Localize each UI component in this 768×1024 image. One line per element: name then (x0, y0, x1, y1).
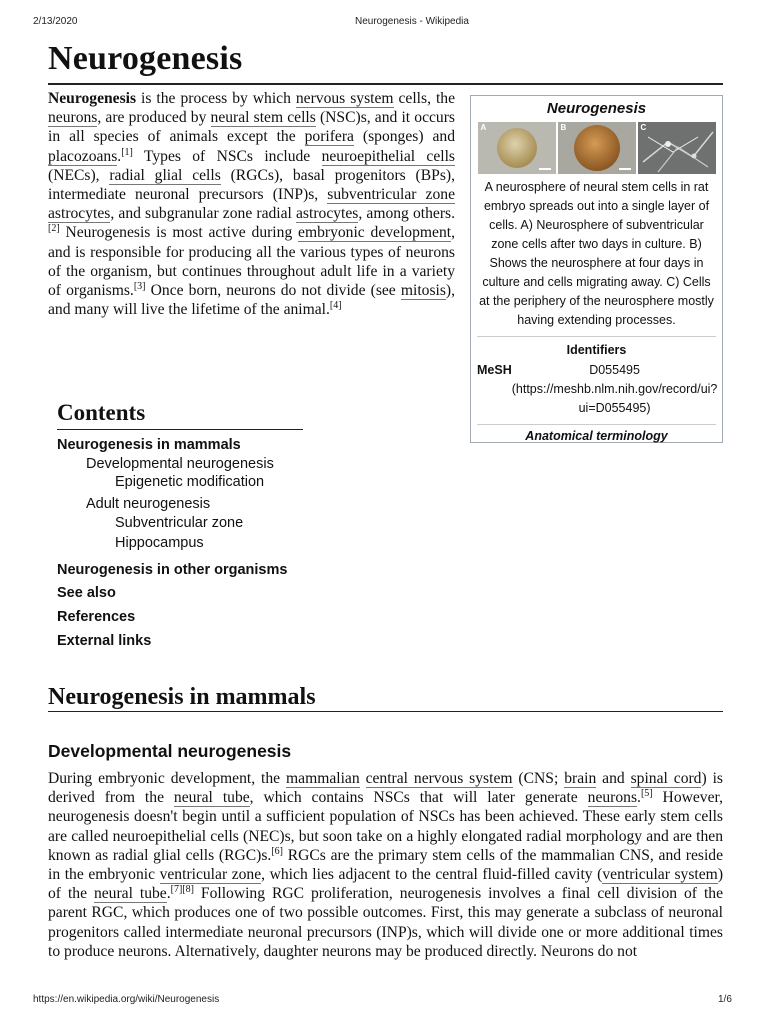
section-rule (48, 711, 723, 712)
ref-6[interactable]: [6] (271, 845, 283, 857)
anatomical-terminology-link[interactable]: Anatomical terminology (477, 424, 716, 447)
subsection-heading-developmental: Developmental neurogenesis (48, 741, 292, 761)
image-label-a: A (480, 123, 487, 132)
link-ventricular-system[interactable]: ventricular system (602, 866, 718, 884)
neurosphere-b-shape (574, 125, 620, 171)
neurosphere-image-c[interactable] (638, 122, 716, 174)
ref-2[interactable]: [2] (48, 223, 60, 235)
toc-item-subventricular-zone[interactable]: Subventricular zone (115, 515, 244, 531)
link-subventricular-zone[interactable]: subventricular zone (327, 186, 455, 204)
link-nervous-system[interactable]: nervous system (295, 90, 394, 107)
ref-3[interactable]: [3] (133, 280, 146, 292)
section-heading-mammals: Neurogenesis in mammals (48, 684, 316, 710)
toc-item-neurogenesis-other-organisms[interactable]: Neurogenesis in other organisms (57, 562, 288, 578)
infobox-title: Neurogenesis (546, 100, 647, 117)
link-neural-tube[interactable]: neural tube (173, 789, 250, 807)
link-ventricular-zone[interactable]: ventricular zone (159, 866, 262, 884)
link-neurons[interactable]: neurons (48, 109, 98, 127)
neurosphere-image-a[interactable] (478, 122, 556, 174)
print-page-number: 1/6 (718, 994, 732, 1005)
title-rule (48, 83, 723, 85)
neurosphere-image-b[interactable] (558, 122, 636, 174)
mesh-link[interactable]: D055495 (https://meshb.nlm.nih.gov/record/ui?ui=D055495) (511, 363, 718, 415)
print-date: 2/13/2020 (33, 16, 78, 27)
image-label-b: B (560, 123, 567, 132)
link-radial-glial-cells[interactable]: radial glial cells (109, 166, 221, 184)
toc-item-neurogenesis-in-mammals[interactable]: Neurogenesis in mammals (57, 437, 241, 453)
ref-7-8[interactable]: [7][8] (170, 884, 194, 896)
neurosphere-a-shape (497, 128, 537, 168)
link-spinal-cord[interactable]: spinal cord (630, 770, 702, 787)
link-central-nervous-system[interactable]: central nervous system (365, 770, 513, 787)
print-url: https://en.wikipedia.org/wiki/Neurogenesis (33, 994, 220, 1005)
mesh-label: MeSH (477, 363, 512, 377)
link-astrocytes-2[interactable]: astrocytes (296, 205, 359, 223)
toc-item-epigenetic-modification[interactable]: Epigenetic modification (115, 474, 265, 490)
image-label-c: C (640, 123, 647, 132)
contents-title: Contents (57, 400, 146, 425)
cells-periphery-drawing (638, 122, 716, 174)
infobox-mesh-row (471, 361, 722, 418)
print-page-title: Neurogenesis - Wikipedia (355, 16, 469, 27)
link-mammalian[interactable]: mammalian (286, 770, 360, 787)
link-neural-stem-cells[interactable]: neural stem cells (210, 109, 316, 127)
ref-1[interactable]: [1] (121, 146, 133, 158)
link-neurons-2[interactable]: neurons (587, 789, 638, 807)
intro-bold-term: Neurogenesis (48, 90, 137, 107)
infobox-images (471, 122, 722, 174)
link-placozoans[interactable]: placozoans (48, 147, 118, 165)
scale-bar-a (539, 168, 551, 170)
ref-5[interactable]: [5] (640, 788, 653, 800)
infobox-identifiers-heading: Identifiers (566, 343, 627, 357)
toc-item-adult-neurogenesis[interactable]: Adult neurogenesis (86, 496, 211, 512)
page-title: Neurogenesis (48, 40, 243, 77)
toc-item-external-links[interactable]: External links (57, 633, 152, 649)
infobox-caption: A neurosphere of neural stem cells in rat embryo spreads out into a single layer of cells. A) Neurosphere of subventricular zone cells after two days in culture. B) Shows the neurosphere at four days in culture and cells migrating away. C) Cells at the periphery of the neurosphere mostly having extending processes. (479, 180, 714, 327)
link-porifera[interactable]: porifera (304, 128, 354, 146)
toc-item-see-also[interactable]: See also (57, 585, 116, 601)
toc-item-developmental-neurogenesis[interactable]: Developmental neurogenesis (86, 456, 274, 472)
toc-item-hippocampus[interactable]: Hippocampus (115, 535, 204, 551)
toc-item-references[interactable]: References (57, 609, 136, 625)
infobox (470, 95, 723, 443)
scale-bar-b (619, 168, 631, 170)
link-brain[interactable]: brain (564, 770, 597, 787)
contents-rule (57, 429, 303, 430)
link-embryonic-development[interactable]: embryonic development (298, 224, 452, 242)
link-mitosis[interactable]: mitosis (400, 282, 446, 300)
link-neuroepithelial-cells[interactable]: neuroepithelial cells (321, 147, 455, 165)
developmental-paragraph: During embryonic development, the mammalian central nervous system (CNS; brain and spinal cord) is derived from the neural tube, which contains NSCs that will later generate neurons.[5] However, neurogenesis doesn't begin until a sufficient population of NSCs has been achieved. These early stem cells are called neuroepithelial cells (NEC)s, but soon take on a highly elongated radial morphology and are then known as radial glial cells (RGC)s.[6] RGCs are the primary stem cells of the mammalian CNS, and reside in the embryonic ventricular zone, which lies adjacent to the central fluid-filled cavity (ventricular system) of the neural tube.[7][8] Following RGC proliferation, neurogenesis involves a final cell division of the parent RGC, which produces one of two possible outcomes. First, this may generate a subclass of neuronal progenitors called intermediate neuronal precursors (INP)s, which will divide one or more additional times to produce neurons. Alternatively, daughter neurons may be produced directly. Neurons do not (48, 770, 724, 960)
link-neural-tube-2[interactable]: neural tube (93, 885, 167, 903)
link-astrocytes[interactable]: astrocytes (48, 205, 111, 223)
intro-paragraph: Neurogenesis is the process by which nervous system cells, the neurons, are produced by neural stem cells (NSC)s, and it occurs in all species of animals except the porifera (sponges) and placozoans.[1] Types of NSCs include neuroepithelial cells (NECs), radial glial cells (RGCs), basal progenitors (BPs), intermediate neuronal precursors (INP)s, subventricular zone astrocytes, and subgranular zone radial astrocytes, among others.[2] Neurogenesis is most active during embryonic development, and is responsible for producing all the various types of neurons of the organism, but continues throughout adult life in a variety of organisms.[3] Once born, neurons do not divide (see mitosis), and many will live the lifetime of the animal.[4] (48, 90, 456, 319)
ref-4[interactable]: [4] (329, 300, 342, 312)
